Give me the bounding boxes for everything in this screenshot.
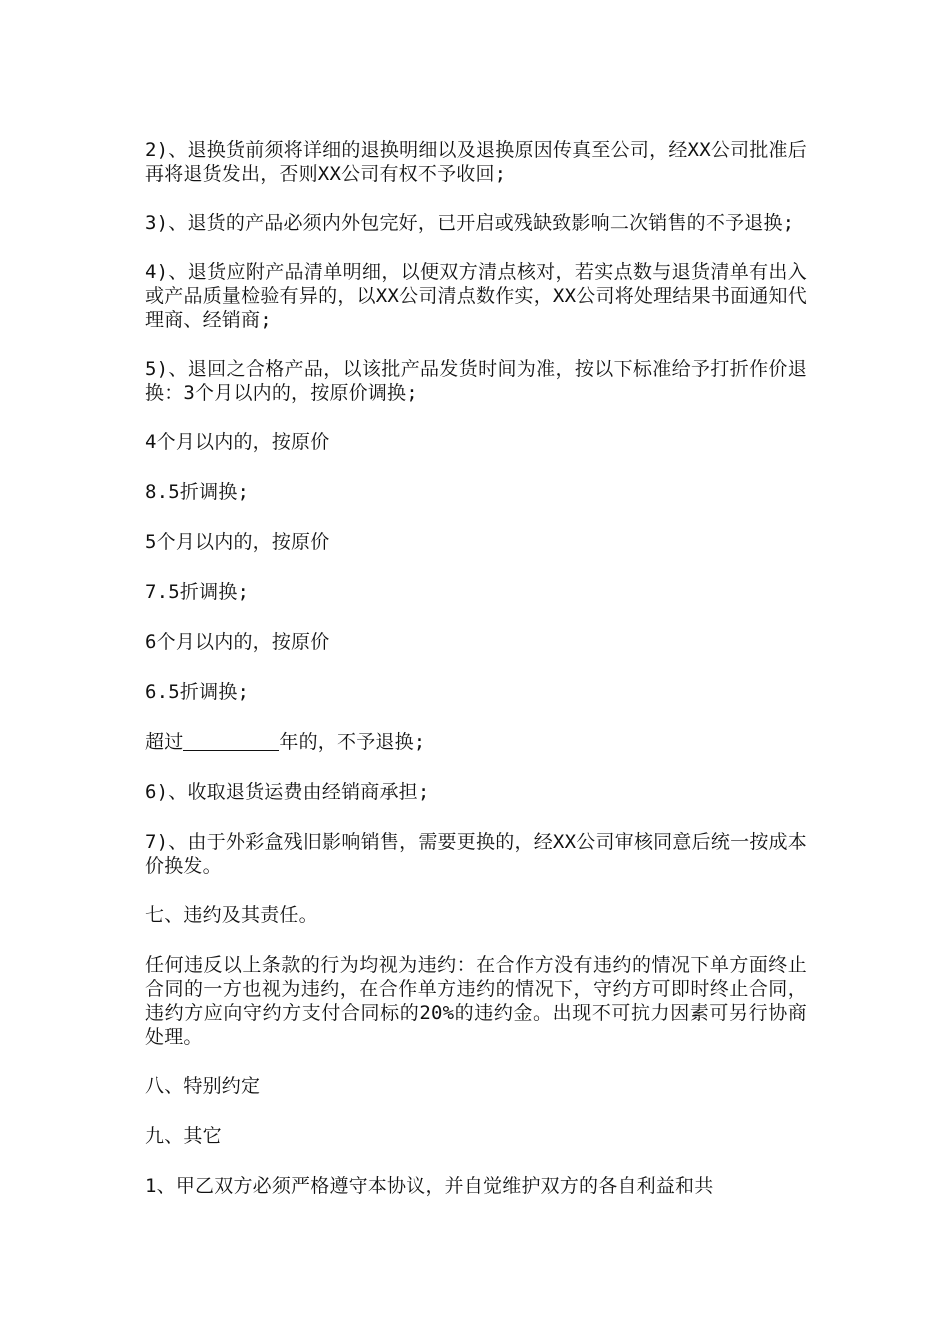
section-heading-special: 八、特别约定 — [145, 1075, 261, 1097]
discount-rate-8-5: 8.5折调换; — [145, 481, 250, 503]
clause-return-discount: 5)、退回之合格产品，以该批产品发货时间为准，按以下标准给予打折作价退换：3个月以内的，按原价调换; — [145, 358, 807, 404]
document-page — [145, 138, 807, 1223]
clause-return-approval: 2)、退换货前须将详细的退换明细以及退换原因传真至公司，经XX公司批准后再将退货发出，否则XX公司有权不予收回; — [145, 139, 807, 185]
exceed-suffix: 年的，不予退换; — [279, 731, 426, 753]
section-heading-breach: 七、违约及其责任。 — [145, 904, 318, 926]
discount-6-months: 6个月以内的，按原价 — [145, 631, 330, 653]
clause-packaging-replacement: 7)、由于外彩盒残旧影响销售，需要更换的，经XX公司审核同意后统一按成本价换发。 — [145, 831, 807, 877]
exceed-prefix: 超过 — [145, 731, 184, 753]
clause-breach-liability: 任何违反以上条款的行为均视为违约：在合作方没有违约的情况下单方面终止合同的一方也视为违约，在合作单方违约的情况下，守约方可即时终止合同，违约方应向守约方支付合同标的20%的违约金。出现不可抗力因素可另行协商处理。 — [145, 954, 807, 1048]
clause-return-packaging: 3)、退货的产品必须内外包完好，已开启或残缺致影响二次销售的不予退换; — [145, 212, 795, 234]
section-heading-other: 九、其它 — [145, 1125, 222, 1147]
clause-exceed-no-return — [145, 730, 807, 754]
clause-other-1: 1、甲乙双方必须严格遵守本协议，并自觉维护双方的各自利益和共 — [145, 1175, 714, 1197]
discount-5-months: 5个月以内的，按原价 — [145, 531, 330, 553]
blank-fill-line — [183, 732, 279, 751]
clause-return-list: 4)、退货应附产品清单明细，以便双方清点核对，若实点数与退货清单有出入或产品质量检验有异的，以XX公司清点数作实，XX公司将处理结果书面通知代理商、经销商; — [145, 261, 807, 331]
discount-rate-6-5: 6.5折调换; — [145, 681, 250, 703]
clause-freight: 6)、收取退货运费由经销商承担; — [145, 781, 430, 803]
discount-rate-7-5: 7.5折调换; — [145, 581, 250, 603]
discount-4-months: 4个月以内的，按原价 — [145, 431, 330, 453]
